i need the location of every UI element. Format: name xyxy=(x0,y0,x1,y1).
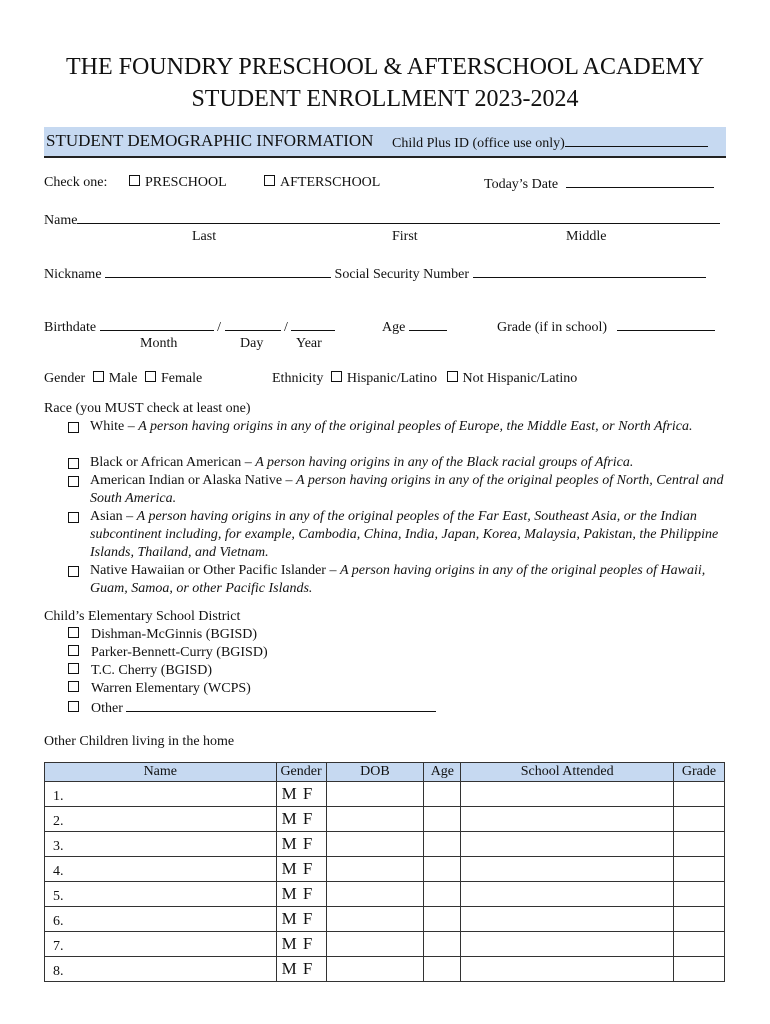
form-title-line1: THE FOUNDRY PRESCHOOL & AFTERSCHOOL ACADEMY xyxy=(65,54,705,80)
race-pacific-islander-checkbox[interactable] xyxy=(68,566,79,577)
child-dob-cell[interactable] xyxy=(326,932,424,957)
race-option-white[interactable]: White – A person having origins in any of the original peoples of Europe, the Middle East, or North Africa. xyxy=(68,418,728,436)
child-grade-cell[interactable] xyxy=(673,857,724,882)
child-gender-cell[interactable]: M F xyxy=(276,957,326,982)
child-dob-cell[interactable] xyxy=(326,857,424,882)
child-gender-cell[interactable]: M F xyxy=(276,832,326,857)
section-title: STUDENT DEMOGRAPHIC INFORMATION xyxy=(46,131,374,150)
check-one-label: Check one: xyxy=(44,175,108,190)
hispanic-checkbox[interactable] xyxy=(331,371,342,382)
table-row xyxy=(45,957,725,982)
race-label: Race (you MUST check at least one) xyxy=(44,401,251,416)
birth-day-caption: Day xyxy=(240,336,264,351)
district-dishman-checkbox[interactable] xyxy=(68,627,79,638)
child-name-cell[interactable]: 8. xyxy=(45,957,277,982)
child-dob-cell[interactable] xyxy=(326,832,424,857)
gender-label: Gender xyxy=(44,371,86,386)
ssn-field[interactable] xyxy=(473,265,706,278)
child-name-cell[interactable]: 2. xyxy=(45,807,277,832)
child-school-cell[interactable] xyxy=(461,957,674,982)
nickname-label: Nickname Social Security Number xyxy=(44,265,706,283)
afterschool-option[interactable]: AFTERSCHOOL xyxy=(264,175,380,191)
birthdate-label: Birthdate / / xyxy=(44,318,335,336)
table-row xyxy=(45,782,725,807)
ssn-label: Social Security Number xyxy=(334,267,470,282)
gender-row: Gender Male Female xyxy=(44,371,203,386)
race-white-checkbox[interactable] xyxy=(68,422,79,433)
race-option-pacific-islander[interactable]: Native Hawaiian or Other Pacific Islander – A person having origins in any of the original peoples of Hawaii, Guam, Samoa, or other Pacific Islands. xyxy=(68,562,728,598)
female-checkbox[interactable] xyxy=(145,371,156,382)
col-header-grade: Grade xyxy=(673,763,724,782)
district-other-checkbox[interactable] xyxy=(68,701,79,712)
birth-month-caption: Month xyxy=(140,336,178,351)
race-asian-checkbox[interactable] xyxy=(68,512,79,523)
form-title-line2: STUDENT ENROLLMENT 2023-2024 xyxy=(191,86,579,112)
preschool-option[interactable]: PRESCHOOL xyxy=(129,175,227,191)
male-checkbox[interactable] xyxy=(93,371,104,382)
child-gender-cell[interactable]: M F xyxy=(276,807,326,832)
table-row xyxy=(45,907,725,932)
afterschool-checkbox[interactable] xyxy=(264,175,275,186)
child-plus-id-label: Child Plus ID (office use only) xyxy=(392,134,708,152)
race-black-checkbox[interactable] xyxy=(68,458,79,469)
race-option-black[interactable]: Black or African American – A person having origins in any of the Black racial groups of Africa. xyxy=(68,454,728,472)
table-row xyxy=(45,932,725,957)
other-children-table xyxy=(44,762,725,982)
name-first-caption: First xyxy=(392,229,418,244)
child-dob-cell[interactable] xyxy=(326,882,424,907)
age-field[interactable] xyxy=(409,318,447,331)
child-grade-cell[interactable] xyxy=(673,832,724,857)
name-label: Name xyxy=(44,211,720,229)
child-school-cell[interactable] xyxy=(461,932,674,957)
birth-year-caption: Year xyxy=(296,336,322,351)
child-age-cell[interactable] xyxy=(424,882,461,907)
child-age-cell[interactable] xyxy=(424,782,461,807)
child-grade-cell[interactable] xyxy=(673,932,724,957)
child-name-cell[interactable]: 4. xyxy=(45,857,277,882)
table-row xyxy=(45,832,725,857)
child-name-cell[interactable]: 7. xyxy=(45,932,277,957)
district-option-other[interactable]: Other xyxy=(68,699,436,717)
child-school-cell[interactable] xyxy=(461,882,674,907)
district-option-parker[interactable]: Parker-Bennett-Curry (BGISD) xyxy=(68,645,268,661)
child-grade-cell[interactable] xyxy=(673,882,724,907)
district-option-cherry[interactable]: T.C. Cherry (BGISD) xyxy=(68,663,212,679)
todays-date-label: Today’s Date xyxy=(484,175,714,193)
name-field[interactable] xyxy=(77,211,720,224)
birth-year-field[interactable] xyxy=(291,318,335,331)
child-name-cell[interactable]: 3. xyxy=(45,832,277,857)
grade-label: Grade (if in school) xyxy=(497,318,715,336)
race-american-indian-checkbox[interactable] xyxy=(68,476,79,487)
child-age-cell[interactable] xyxy=(424,907,461,932)
child-age-cell[interactable] xyxy=(424,832,461,857)
child-gender-cell[interactable]: M F xyxy=(276,882,326,907)
col-header-dob: DOB xyxy=(326,763,424,782)
child-age-cell[interactable] xyxy=(424,807,461,832)
child-name-cell[interactable]: 5. xyxy=(45,882,277,907)
child-school-cell[interactable] xyxy=(461,807,674,832)
race-option-asian[interactable]: Asian – A person having origins in any of the original peoples of the Far East, Southeast Asia, or the Indian subcontinent including, for example, Cambodia, China, India, Japan, Korea, Malaysia, Pakistan, the Philippine Islands, Thailand, and Vietnam. xyxy=(68,508,728,562)
child-age-cell[interactable] xyxy=(424,932,461,957)
child-school-cell[interactable] xyxy=(461,857,674,882)
child-grade-cell[interactable] xyxy=(673,957,724,982)
district-option-dishman[interactable]: Dishman-McGinnis (BGISD) xyxy=(68,627,257,643)
district-parker-checkbox[interactable] xyxy=(68,645,79,656)
child-name-cell[interactable]: 6. xyxy=(45,907,277,932)
table-row xyxy=(45,857,725,882)
district-cherry-checkbox[interactable] xyxy=(68,663,79,674)
ethnicity-row: Ethnicity Hispanic/Latino Not Hispanic/Latino xyxy=(272,371,578,386)
child-plus-id-field[interactable] xyxy=(565,134,708,147)
race-option-american-indian[interactable]: American Indian or Alaska Native – A person having origins in any of the original peoples of North, Central and South America. xyxy=(68,472,728,508)
child-grade-cell[interactable] xyxy=(673,807,724,832)
todays-date-field[interactable] xyxy=(566,175,714,188)
child-gender-cell[interactable]: M F xyxy=(276,907,326,932)
child-dob-cell[interactable] xyxy=(326,907,424,932)
col-header-gender: Gender xyxy=(276,763,326,782)
child-gender-cell[interactable]: M F xyxy=(276,932,326,957)
not-hispanic-checkbox[interactable] xyxy=(447,371,458,382)
preschool-checkbox[interactable] xyxy=(129,175,140,186)
child-age-cell[interactable] xyxy=(424,857,461,882)
child-gender-cell[interactable]: M F xyxy=(276,782,326,807)
child-dob-cell[interactable] xyxy=(326,957,424,982)
child-dob-cell[interactable] xyxy=(326,807,424,832)
child-school-cell[interactable] xyxy=(461,832,674,857)
table-header-row xyxy=(45,763,725,782)
col-header-age: Age xyxy=(424,763,461,782)
name-last-caption: Last xyxy=(192,229,217,244)
district-other-field[interactable] xyxy=(126,699,436,712)
col-header-name: Name xyxy=(45,763,277,782)
ethnicity-label: Ethnicity xyxy=(272,371,324,386)
child-age-cell[interactable] xyxy=(424,957,461,982)
birth-day-field[interactable] xyxy=(225,318,281,331)
child-school-cell[interactable] xyxy=(461,907,674,932)
child-dob-cell[interactable] xyxy=(326,782,424,807)
nickname-field[interactable] xyxy=(105,265,331,278)
name-middle-caption: Middle xyxy=(566,229,607,244)
age-label: Age xyxy=(382,318,447,336)
col-header-school: School Attended xyxy=(461,763,674,782)
district-warren-checkbox[interactable] xyxy=(68,681,79,692)
child-school-cell[interactable] xyxy=(461,782,674,807)
section-header-demographic xyxy=(44,127,726,158)
grade-field[interactable] xyxy=(617,318,715,331)
district-label: Child’s Elementary School District xyxy=(44,609,241,624)
birth-month-field[interactable] xyxy=(100,318,214,331)
other-children-label: Other Children living in the home xyxy=(44,734,235,749)
child-gender-cell[interactable]: M F xyxy=(276,857,326,882)
child-grade-cell[interactable] xyxy=(673,907,724,932)
table-row xyxy=(45,882,725,907)
child-grade-cell[interactable] xyxy=(673,782,724,807)
table-row xyxy=(45,807,725,832)
child-name-cell[interactable]: 1. xyxy=(45,782,277,807)
district-option-warren[interactable]: Warren Elementary (WCPS) xyxy=(68,681,251,697)
